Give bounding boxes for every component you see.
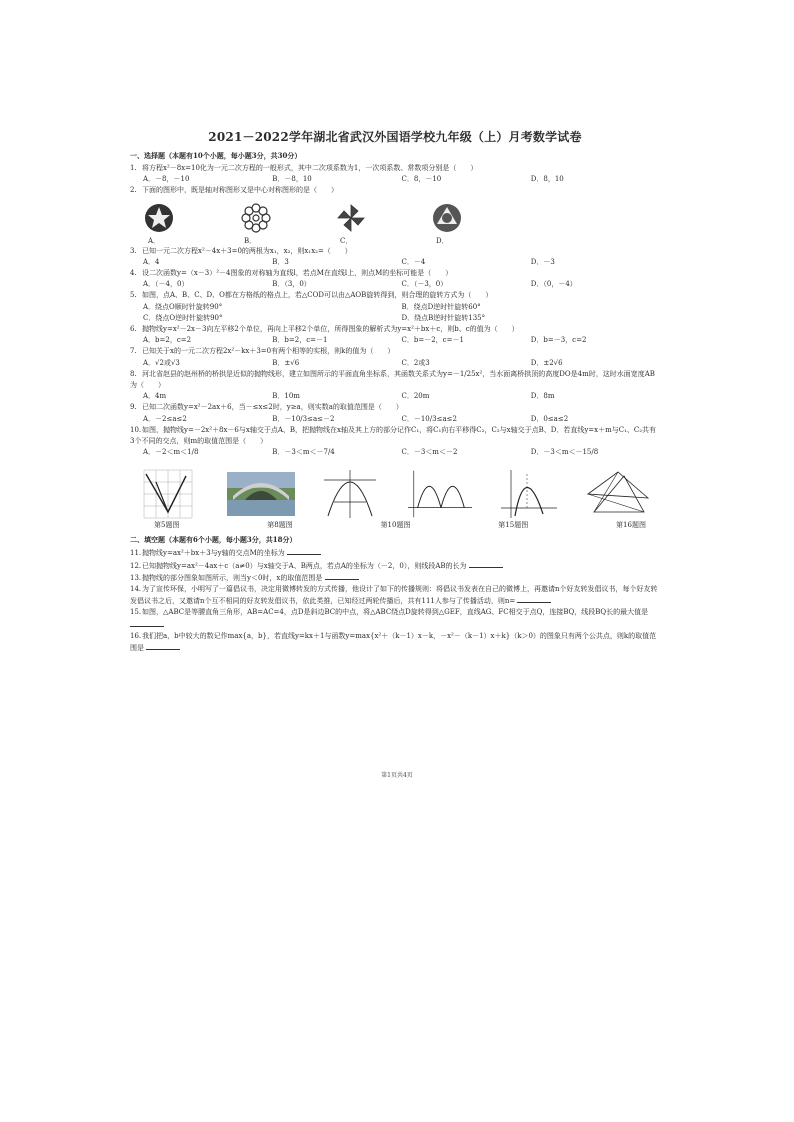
figure-d-icon [432, 203, 462, 233]
question-7-options: A．√2或√3 B．±√6 C．2或3 D．±2√6 [143, 358, 563, 367]
question-12: 12.已知抛物线y=ax²－4ax＋c（a≠0）与x轴交于A、B两点，若点A的坐标为（－2，0），则线段AB的长为 [130, 560, 660, 572]
question-5: 5. 如图，点A、B、C、D、O都在方格纸的格点上，若△COD可以由△AOB旋转得到，则合理的旋转方式为（ ） [130, 291, 493, 300]
question-4: 4. 设二次函数y=（x－3）²－4图象的对称轴为直线l，若点M在直线l上，则点M的坐标可能是（ ） [130, 269, 453, 278]
answer-blank [517, 595, 551, 603]
figure-q8-parabola-icon [316, 468, 384, 520]
answer-blank [287, 547, 321, 555]
figure-c-icon [336, 203, 366, 233]
question-9-options: A．－2≤a≤2 B．－10/3≤a≤－2 C．－10/3≤a≤2 D．0≤a≤2 [143, 414, 569, 423]
figure-q5-grid-icon [138, 468, 206, 520]
question-2-figures [130, 199, 660, 235]
figure-q15-graph-icon [495, 468, 563, 520]
figure-a-icon [144, 203, 174, 233]
question-2: 2. 下面的图形中，既是轴对称图形又是中心对称图形的是（ ） [130, 186, 338, 195]
question-11: 11.抛物线y=ax²＋bx＋3与y轴的交点M的坐标为 [130, 547, 660, 559]
question-5-options: A．绕点O顺时针旋转90° B．绕点D逆时针旋转60° C．绕点O逆时针旋转90° D．绕点B逆时针旋转135° [143, 302, 486, 322]
exam-title: 2021－2022学年湖北省武汉外国语学校九年级（上）月考数学试卷 [208, 130, 582, 144]
answer-blank [325, 572, 359, 580]
figure-strip [130, 458, 660, 520]
figure-q16-triangles-icon [584, 468, 652, 520]
question-3-options: A．4 B．3 C．－4 D．－3 [143, 257, 555, 266]
question-10: 10.如图，抛物线y=－2x²＋8x－6与x轴交于点A、B，把抛物线在x轴及其上方的部分记作C₁，将C₁向右平移得C₂，C₂与x轴交于点B、D．若直线y=x＋m与C₁、C₂共有3个不同的交点，则m的取值范围是（ ） [130, 425, 657, 446]
question-3: 3. 已知一元二次方程x²－4x＋3=0的两根为x₁，x₂，则x₁x₂=（ ） [130, 246, 352, 255]
question-1: 1. 将方程x²－8x=10化为一元二次方程的一般形式，其中二次项系数为1，一次项系数、常数项分别是（ ） [130, 164, 478, 172]
question-2-option-labels: A． B． C． D． [148, 236, 449, 245]
figure-q8-bridge-photo-icon [227, 468, 295, 520]
question-9: 9. 已知二次函数y=x²－2ax＋6，当－≤x≤2时，y≥a，则实数a的取值范围是（ ） [130, 403, 403, 412]
question-6: 6. 抛物线y=x²－2x－3向左平移2个单位，再向上平移2个单位，所得图象的解析式为y=x²＋bx＋c，则b、c的值为（ ） [130, 325, 519, 334]
question-15: 15.如图，△ABC是等腰直角三角形，AB=AC=4，点D是斜边BC的中点，将△ABC绕点D旋转得到△GEF，直线AG、FC相交于点Q，连接BQ，线段BQ长的最大值是 [130, 607, 660, 630]
figure-strip-labels: 第5题图 第8题图 第10题图 第15题图 第16题图 [154, 521, 646, 530]
question-10-options: A．－2＜m＜1/8 B．－3＜m＜－7/4 C．－3＜m＜－2 D．－3＜m＜－15/8 [143, 448, 599, 457]
question-7: 7. 已知关于x的一元二次方程2x²－kx＋3=0有两个相等的实根，则k的值为（ ） [130, 347, 395, 356]
section-choice-heading: 一、选择题（本题有10个小题，每小题3分，共30分） [130, 151, 302, 160]
answer-blank [130, 619, 164, 627]
exam-sheet [130, 128, 660, 654]
question-8: 8. 河北省赵县的赵州桥的桥拱是近似的抛物线形，建立如图所示的平面直角坐标系，其函数关系式为y=－1/25x²，当水面离桥拱顶的高度DO是4m时，这时水面宽度AB为（ ） [130, 369, 655, 390]
question-4-options: A．（－4，0） B．（3，0） C．（－3，0） D．（0，－4） [143, 280, 577, 289]
question-16: 16.我们把a，b中较大的数记作max{a，b}，若直线y=kx＋1与函数y=max{x²＋（k－1）x－k，－x²－（k－1）x＋k}（k＞0）的图象只有两个公共点，则k的取值范围是 [130, 631, 657, 653]
page-footer: 第1页共4页 [381, 772, 413, 779]
figure-b-icon [240, 202, 272, 234]
answer-blank [469, 560, 503, 568]
question-14: 14.为了宣传环保，小明写了一篇倡议书，决定用微博转发的方式传播，他设计了如下的传播规则：将倡议书发表在自己的微博上，再邀请n个好友转发倡议书，每个好友转发倡议书之后，又邀请n个互不相同的好友转发倡议书，依此类推，已知经过两轮传播后，共有111人参与了传播活动，则n= [130, 585, 658, 606]
question-8-options: A．4m B．10m C．20m D．8m [143, 392, 555, 401]
question-13: 13.抛物线的部分图象如图所示，则当y＜0时，x的取值范围是 [130, 572, 660, 584]
question-1-options: A．－8，－10 B．－8，10 C．8，－10 D．8，10 [143, 175, 564, 184]
figure-q10-parabolas-icon [406, 468, 474, 520]
answer-blank [146, 642, 180, 650]
question-6-options: A．b=2，c=2 B．b=2，c=－1 C．b=－2，c=－1 D．b=－3，c=2 [143, 336, 587, 345]
section-fill-heading: 二、填空题（本题有6个小题，每小题3分，共18分） [130, 535, 297, 545]
